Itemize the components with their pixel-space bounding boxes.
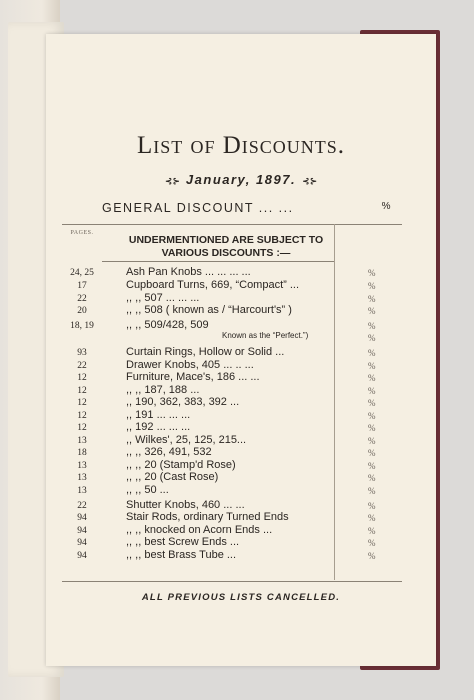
table-row xyxy=(46,536,436,550)
row-page: 18, 19 xyxy=(70,321,94,331)
row-percent: % xyxy=(368,348,376,358)
row-description: ,, ,, 326, 491, 532 xyxy=(126,446,212,458)
row-page: 94 xyxy=(77,526,87,536)
row-percent: % xyxy=(368,423,376,433)
row-percent: % xyxy=(368,526,376,536)
subtitle-line-1: UNDERMENTIONED ARE SUBJECT TO xyxy=(128,234,324,246)
row-description: ,, ,, 509/428, 509 xyxy=(126,319,209,331)
subtitle xyxy=(116,234,336,260)
row-description: ,, ,, 187, 188 ... xyxy=(126,384,200,396)
general-discount xyxy=(102,201,392,215)
row-percent: % xyxy=(368,538,376,548)
row-percent: % xyxy=(368,398,376,408)
table-row xyxy=(46,371,436,385)
pages-header: PAGES. xyxy=(70,230,94,236)
general-discount-label: GENERAL DISCOUNT ... ... xyxy=(102,201,294,215)
row-description: ,, ,, best Brass Tube ... xyxy=(126,549,237,561)
row-page: 12 xyxy=(77,423,87,433)
row-percent: % xyxy=(368,333,376,343)
ornament-right: ⊰⊱ xyxy=(302,176,318,186)
row-page: 94 xyxy=(77,538,87,548)
row-page: 22 xyxy=(77,361,87,371)
list-date xyxy=(46,172,436,187)
row-percent: % xyxy=(368,268,376,278)
row-percent: % xyxy=(368,436,376,446)
row-page: 13 xyxy=(77,473,87,483)
row-description: ,, ,, 20 (Cast Rose) xyxy=(126,471,219,483)
row-page: 12 xyxy=(77,386,87,396)
row-page: 24, 25 xyxy=(70,268,94,278)
row-description: ,, ,, 20 (Stamp'd Rose) xyxy=(126,459,236,471)
row-description: Curtain Rings, Hollow or Solid ... xyxy=(126,346,285,358)
table-row xyxy=(46,511,436,525)
general-discount-percent: % xyxy=(381,201,392,212)
row-description: ,, ,, 50 ... xyxy=(126,484,169,496)
row-description: ,, 190, 362, 383, 392 ... xyxy=(126,396,240,408)
row-page: 20 xyxy=(77,306,87,316)
row-description: ,, ,, 507 ... ... ... xyxy=(126,292,200,304)
row-description: ,, 191 ... ... ... xyxy=(126,409,191,421)
row-percent: % xyxy=(368,361,376,371)
row-description: Known as the “Perfect.”) xyxy=(222,331,309,340)
row-page: 12 xyxy=(77,411,87,421)
row-description: Cupboard Turns, 669, “Compact” ... xyxy=(126,279,300,291)
table-row xyxy=(46,421,436,435)
table-row xyxy=(46,446,436,460)
row-percent: % xyxy=(368,294,376,304)
subtitle-rule xyxy=(102,261,334,262)
row-page: 94 xyxy=(77,513,87,523)
row-percent: % xyxy=(368,513,376,523)
row-percent: % xyxy=(368,551,376,561)
row-description: Stair Rods, ordinary Turned Ends xyxy=(126,511,289,523)
ornament-left: ⊰⊱ xyxy=(164,176,180,186)
table-row xyxy=(46,266,436,280)
row-page: 93 xyxy=(77,348,87,358)
row-percent: % xyxy=(368,411,376,421)
row-percent: % xyxy=(368,486,376,496)
table-row xyxy=(46,549,436,563)
table-row xyxy=(46,471,436,485)
page-title: List of Discounts. xyxy=(136,132,346,159)
row-percent: % xyxy=(368,386,376,396)
row-description: Shutter Knobs, 460 ... ... xyxy=(126,499,245,511)
row-percent: % xyxy=(368,473,376,483)
table-row xyxy=(46,396,436,410)
row-percent: % xyxy=(368,373,376,383)
row-percent: % xyxy=(368,321,376,331)
row-page: 22 xyxy=(77,294,87,304)
row-description: ,, Wilkes', 25, 125, 215... xyxy=(126,434,247,446)
row-page: 13 xyxy=(77,436,87,446)
table-row xyxy=(46,279,436,293)
row-description: ,, ,, 508 ( known as / “Harcourt's” ) xyxy=(126,304,292,316)
row-percent: % xyxy=(368,461,376,471)
table-row xyxy=(46,304,436,318)
catalogue-page xyxy=(46,34,436,666)
date-text: January, 1897. xyxy=(185,172,297,187)
row-description: ,, ,, best Screw Ends ... xyxy=(126,536,240,548)
row-percent: % xyxy=(368,306,376,316)
row-page: 94 xyxy=(77,551,87,561)
table-row xyxy=(46,331,436,345)
row-description: Furniture, Mace's, 186 ... ... xyxy=(126,371,260,383)
table-row xyxy=(46,484,436,498)
row-description: ,, 192 ... ... ... xyxy=(126,421,191,433)
subtitle-line-2: VARIOUS DISCOUNTS :— xyxy=(161,247,291,259)
row-description: Ash Pan Knobs ... ... ... ... xyxy=(126,266,251,278)
row-description: Drawer Knobs, 405 ... .. ... xyxy=(126,359,254,371)
bottom-rule xyxy=(62,581,402,582)
row-percent: % xyxy=(368,448,376,458)
footer-note: ALL PREVIOUS LISTS CANCELLED. xyxy=(141,592,341,603)
row-percent: % xyxy=(368,281,376,291)
top-rule xyxy=(62,224,402,225)
row-page: 22 xyxy=(77,501,87,511)
row-percent: % xyxy=(368,501,376,511)
row-page: 17 xyxy=(77,281,87,291)
row-page: 18 xyxy=(77,448,87,458)
row-page: 12 xyxy=(77,398,87,408)
table-row xyxy=(46,346,436,360)
row-page: 13 xyxy=(77,461,87,471)
row-description: ,, ,, knocked on Acorn Ends ... xyxy=(126,524,273,536)
row-page: 13 xyxy=(77,486,87,496)
row-page: 12 xyxy=(77,373,87,383)
